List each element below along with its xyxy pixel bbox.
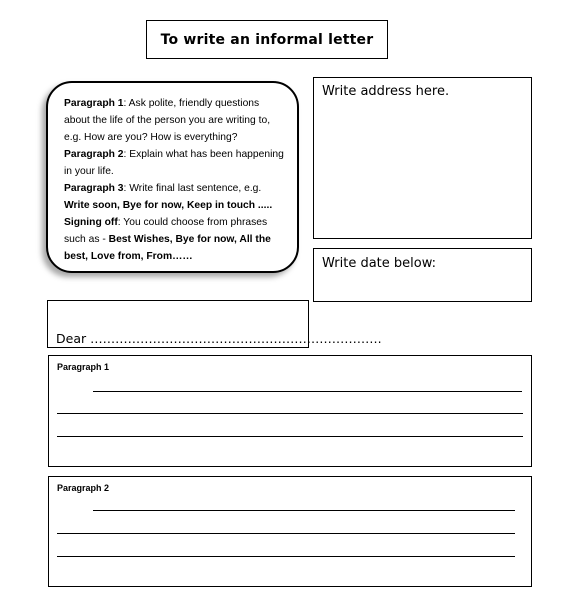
salutation-box[interactable] bbox=[47, 300, 382, 348]
worksheet-title bbox=[146, 20, 388, 59]
instruction-text: : You could choose from phrases such as - bbox=[64, 217, 268, 245]
instruction-text: : Write final last sentence, e.g. bbox=[123, 183, 262, 194]
writing-line bbox=[93, 510, 515, 511]
date-box[interactable] bbox=[313, 248, 532, 302]
instruction-bold-text: Paragraph 3 bbox=[64, 183, 124, 194]
paragraph-1-box[interactable] bbox=[48, 355, 532, 467]
instruction-bold-text: Paragraph 2 bbox=[64, 149, 124, 160]
instructions-text bbox=[64, 95, 285, 265]
paragraph-2-box[interactable] bbox=[48, 476, 532, 587]
instructions-box bbox=[46, 81, 299, 273]
date-label: Write date below: bbox=[322, 256, 437, 271]
instruction-bold-text: Signing off bbox=[64, 217, 118, 228]
salutation-text: Dear ……………………………………………………………. bbox=[56, 331, 382, 346]
paragraph-2-label: Paragraph 2 bbox=[57, 483, 110, 493]
writing-line bbox=[57, 436, 523, 437]
address-box[interactable] bbox=[313, 77, 532, 239]
paragraph-1-label: Paragraph 1 bbox=[57, 362, 110, 372]
writing-line bbox=[93, 391, 522, 392]
instruction-text: : Explain what has been happening in your life. bbox=[64, 149, 284, 177]
address-label: Write address here. bbox=[322, 84, 450, 99]
instruction-bold-text: Paragraph 1 bbox=[64, 98, 124, 109]
writing-line bbox=[57, 533, 515, 534]
writing-line bbox=[57, 556, 515, 557]
instruction-bold-text: Best Wishes, Bye for now, All the best, Love from, From…… bbox=[64, 234, 271, 262]
instruction-bold-text: Write soon, Bye for now, Keep in touch ..... bbox=[64, 200, 273, 211]
instruction-text: : Ask polite, friendly questions about the life of the person you are writing to, e.g. How are you? How is everything? bbox=[64, 98, 271, 143]
title-text: To write an informal letter bbox=[160, 31, 374, 48]
writing-line bbox=[57, 413, 523, 414]
